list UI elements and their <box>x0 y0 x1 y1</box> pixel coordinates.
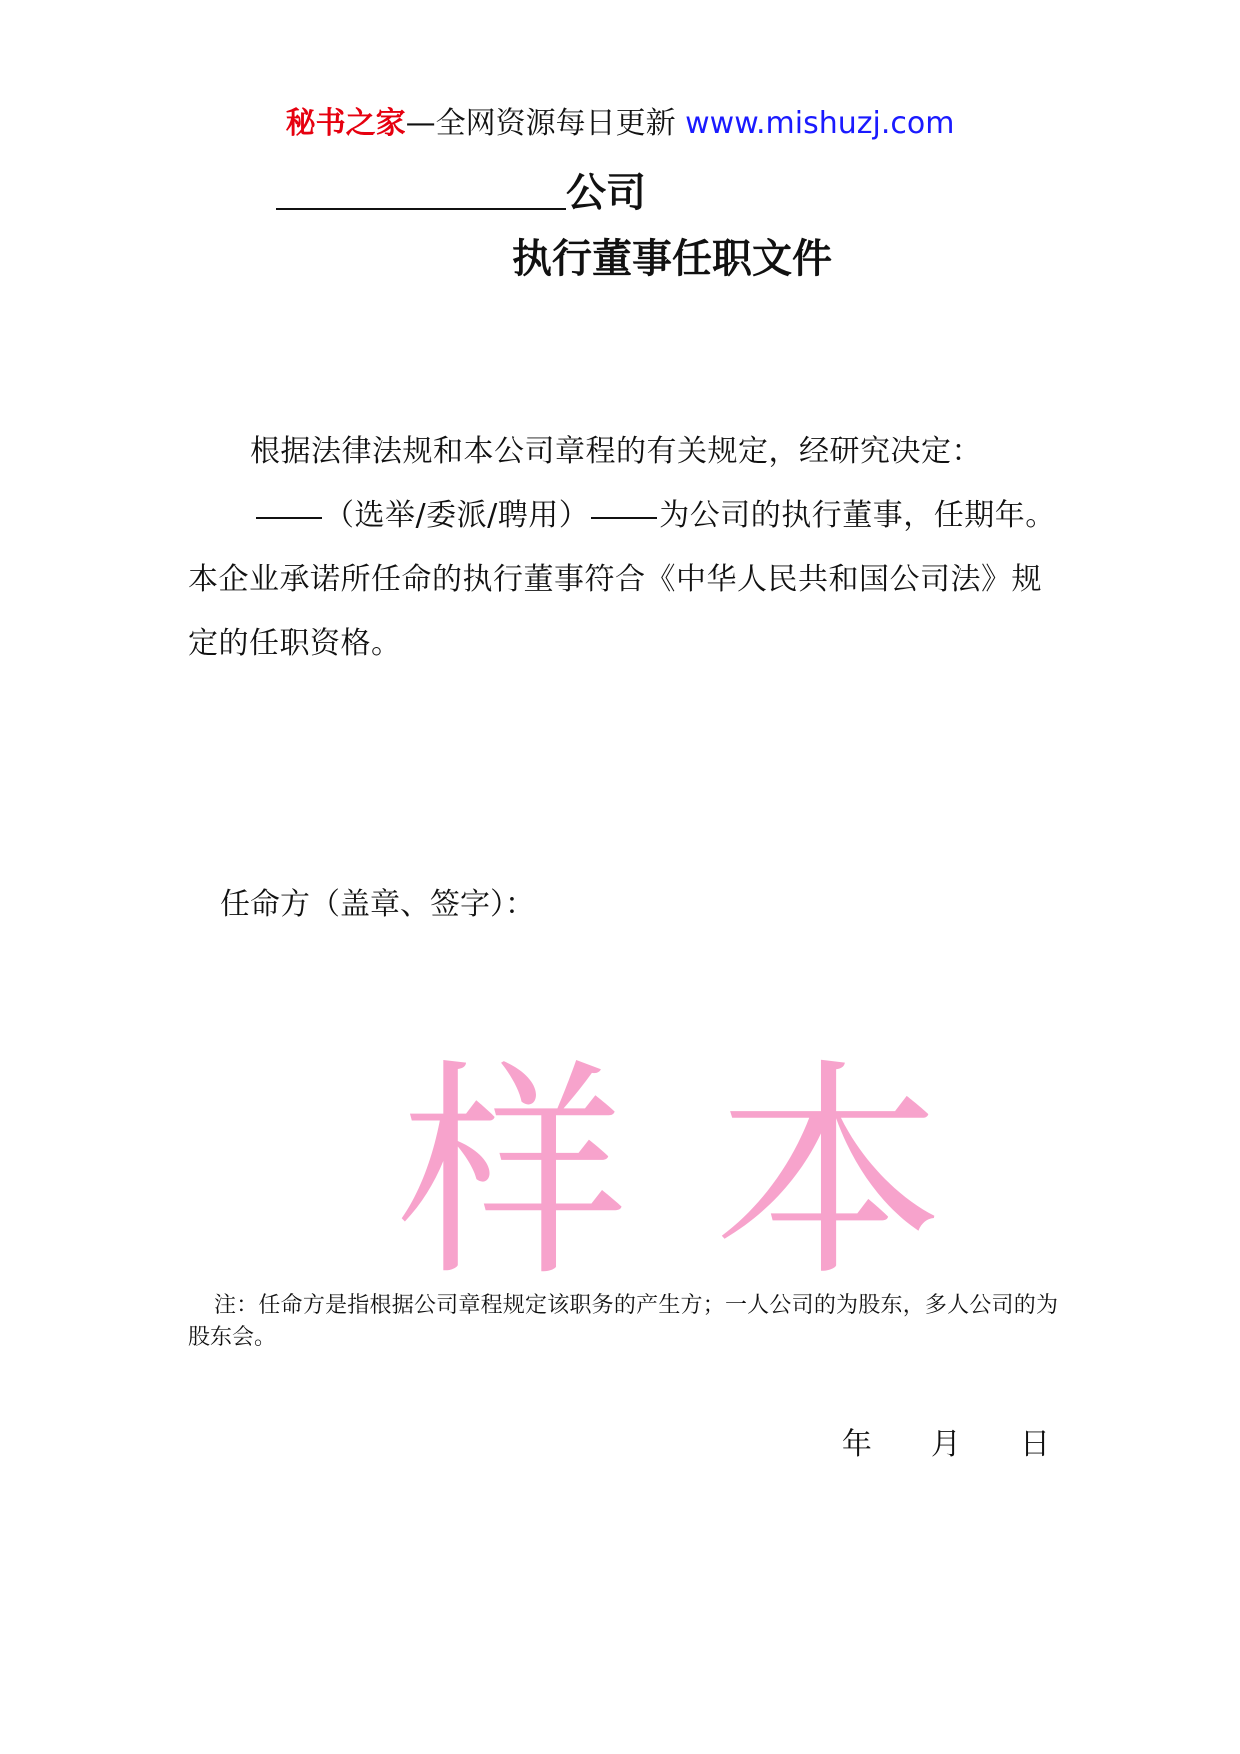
term-rest: 年。本企业承诺所任命的执行董事符合《中华人民共和国公司法》规定的任职资格。 <box>188 498 1056 661</box>
watermark-char-2: 本 <box>714 1041 945 1308</box>
header-url-link[interactable]: www.mishuzj.com <box>685 106 955 141</box>
footnote: 注：任命方是指根据公司章程规定该职务的产生方；一人公司的为股东，多人公司的为股东会。 <box>188 1293 1058 1350</box>
company-name-blank <box>276 207 566 210</box>
intro-paragraph: 根据法律法规和本公司章程的有关规定，经研究决定： <box>250 434 982 469</box>
appointee-blank <box>591 516 657 519</box>
watermark-char-1: 样 <box>398 1041 629 1308</box>
appointment-paragraph <box>188 484 1058 676</box>
appoint-options: （选举/委派/聘用） <box>324 498 590 533</box>
appoint-rest: 为公司的执行董事，任期 <box>659 498 995 533</box>
sample-watermark <box>0 1041 1240 1308</box>
company-title-suffix: 公司 <box>566 170 646 216</box>
company-title <box>276 168 646 218</box>
header-slogan: —全网资源每日更新 <box>405 106 676 141</box>
brand-name: 秘书之家 <box>285 106 406 141</box>
header-banner <box>0 104 1240 144</box>
appointer-blank <box>256 516 322 519</box>
date-line: 年 月 日 <box>841 1427 1050 1462</box>
document-title: 执行董事任职文件 <box>512 236 832 282</box>
appointer-signature-label: 任命方（盖章、签字）： <box>220 887 535 922</box>
